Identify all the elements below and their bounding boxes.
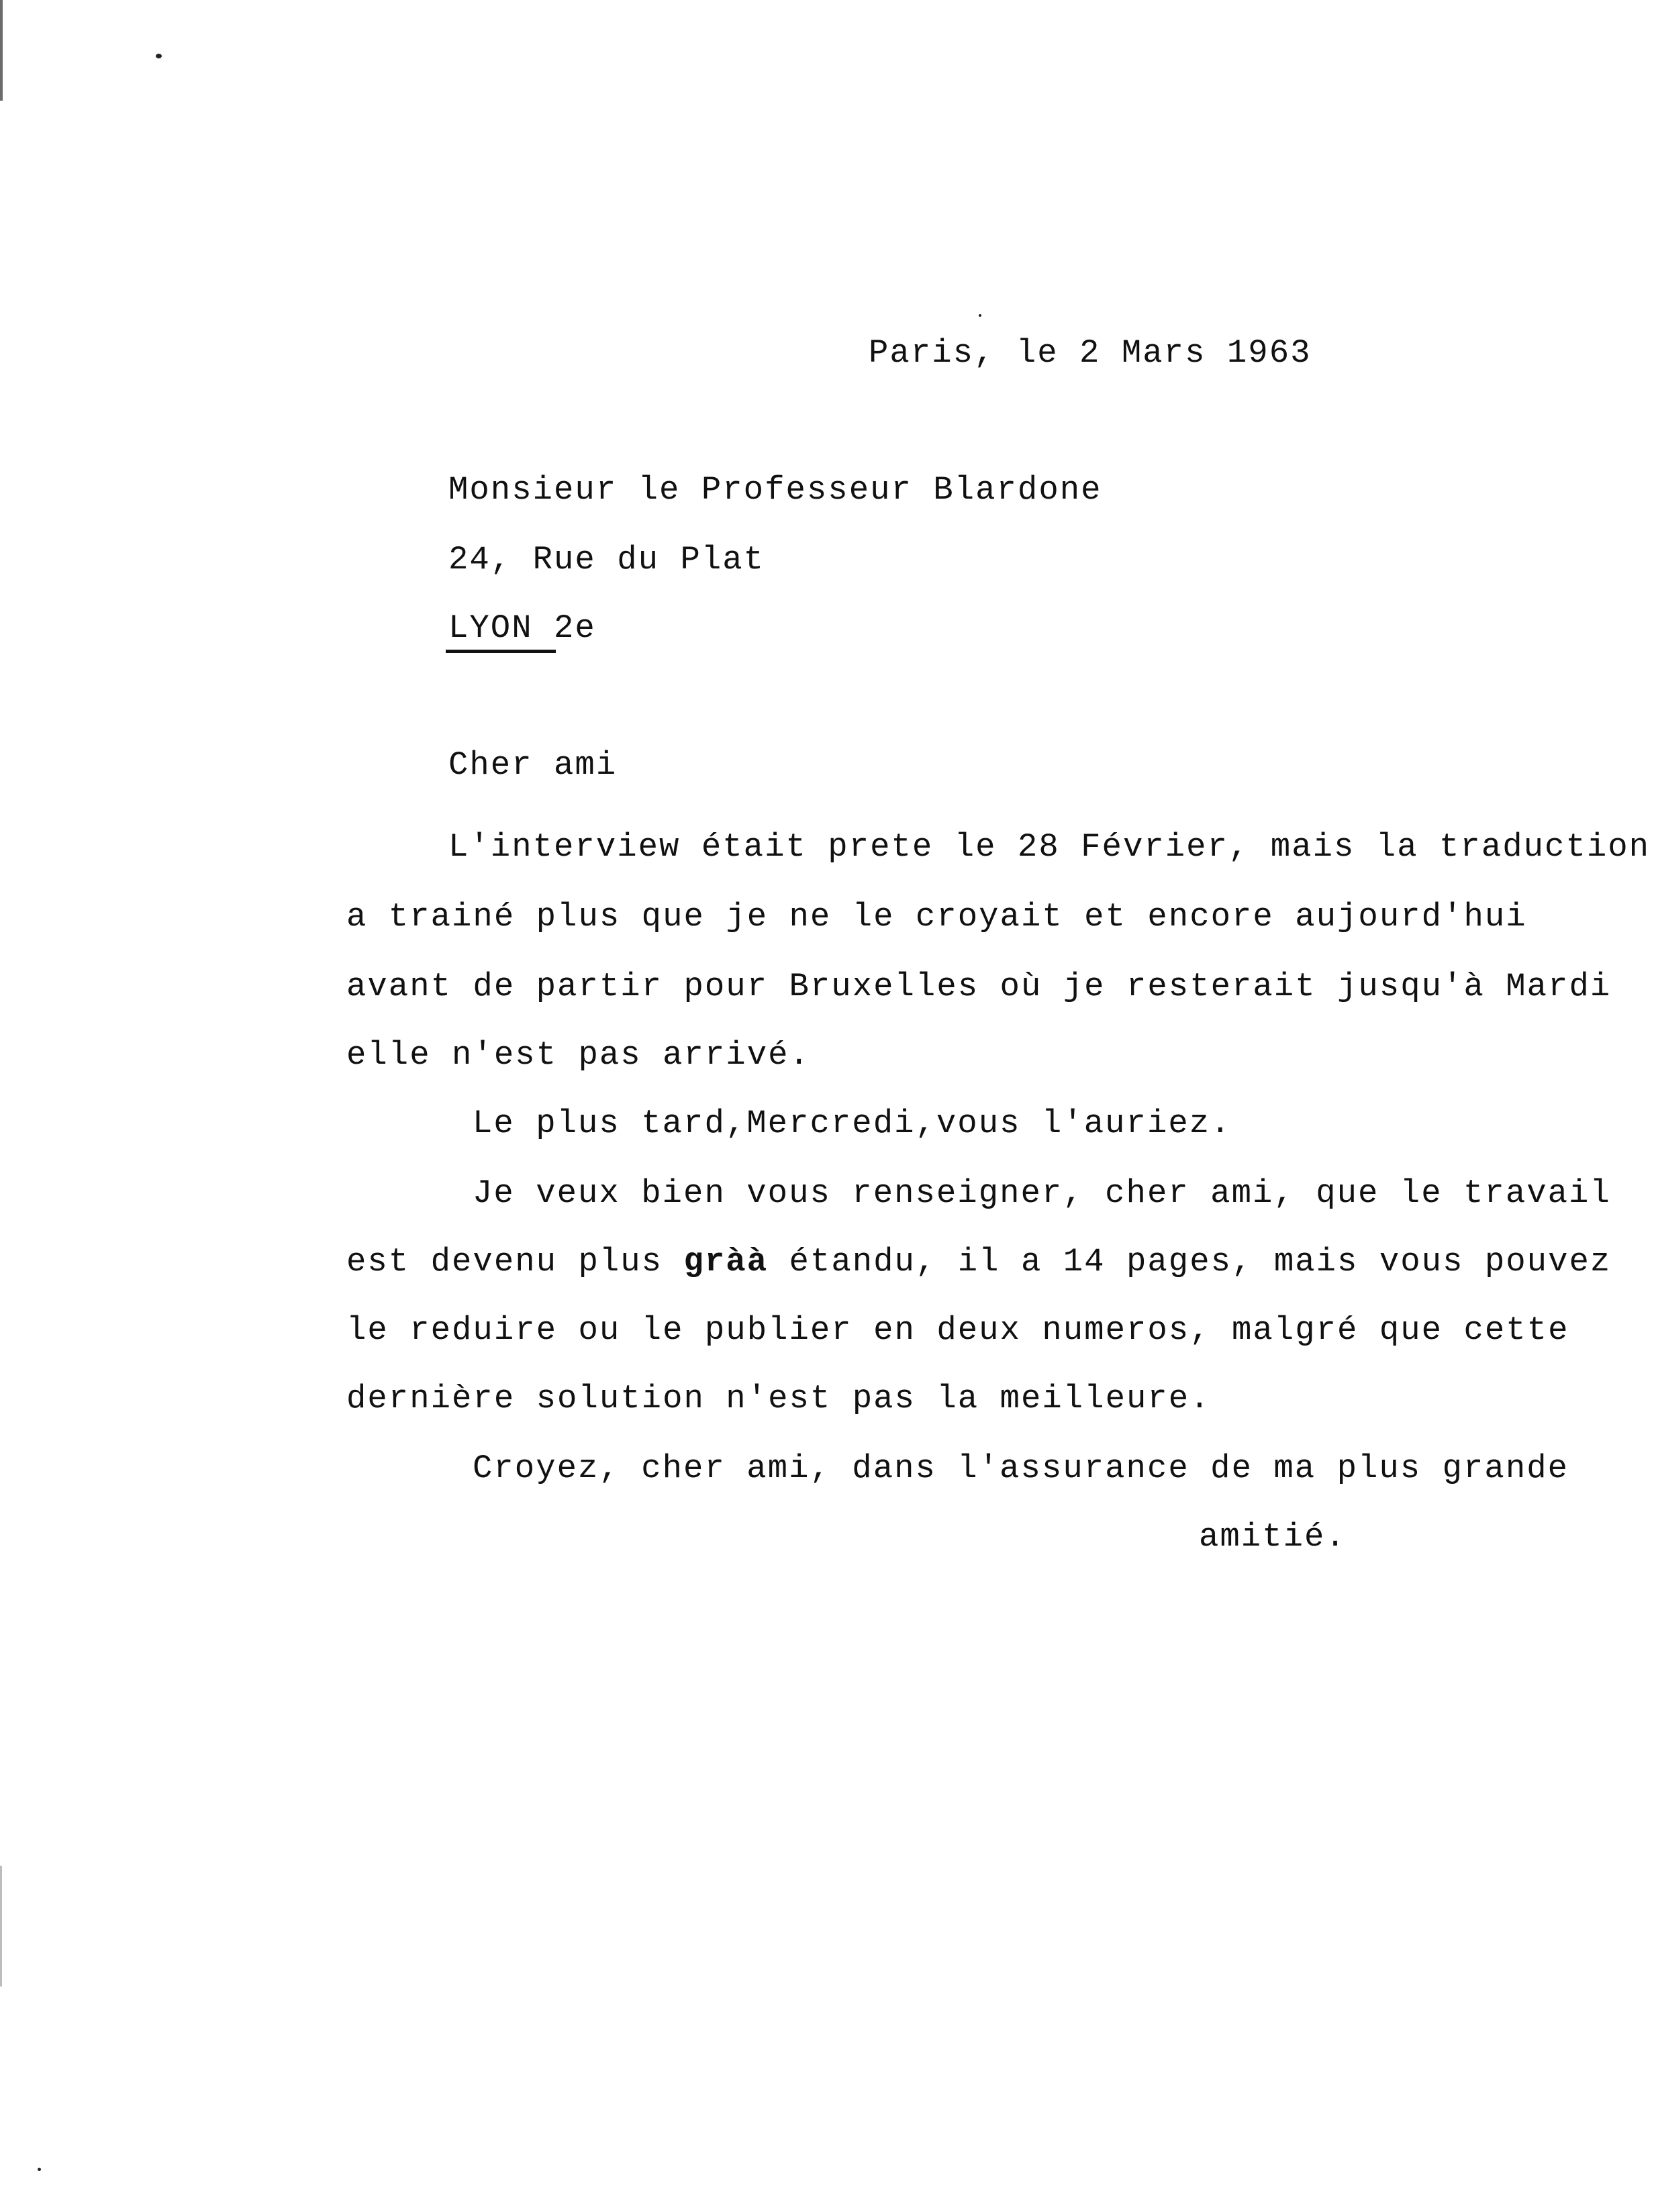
body-line-7: [346, 1242, 1611, 1282]
body-line-9: dernière solution n'est pas la meilleure.: [346, 1380, 1211, 1417]
body-line-7-start: est devenu plus: [346, 1243, 684, 1280]
ink-speck: [156, 54, 162, 58]
body-line-1: L'interview était prete le 28 Février, mais la traduction: [448, 828, 1651, 866]
body-line-4: elle n'est pas arrivé.: [346, 1036, 810, 1074]
body-line-2: a trainé plus que je ne le croyait et encore aujourd'hui: [346, 898, 1527, 936]
body-line-8: le reduire ou le publier en deux numeros, malgré que cette: [346, 1311, 1569, 1349]
recipient-name: Monsieur le Professeur Blardone: [448, 471, 1102, 509]
body-line-5: Le plus tard,Mercredi,vous l'auriez.: [473, 1105, 1232, 1142]
recipient-city: LYON: [448, 609, 533, 647]
ink-speck: [979, 314, 981, 317]
city-underline: [446, 650, 556, 653]
body-line-3: avant de partir pour Bruxelles où je resterait jusqu'à Mardi: [346, 968, 1612, 1005]
strikeover-text: gràà: [683, 1243, 769, 1280]
scan-edge-mark-lower: [0, 1866, 2, 1987]
closing-word: amitié.: [1199, 1518, 1347, 1556]
closing-line: Croyez, cher ami, dans l'assurance de ma plus grande: [473, 1450, 1569, 1487]
recipient-street: 24, Rue du Plat: [448, 541, 765, 579]
body-line-6: Je veux bien vous renseigner, cher ami, que le travail: [473, 1174, 1611, 1212]
dateline: Paris, le 2 Mars 1963: [869, 334, 1312, 372]
recipient-city-line: [448, 608, 596, 648]
scan-edge-mark: [0, 0, 3, 101]
ink-speck: [38, 2168, 41, 2171]
salutation: Cher ami: [448, 746, 618, 784]
body-line-7-end: étandu, il a 14 pages, mais vous pouvez: [789, 1243, 1612, 1280]
recipient-district: 2e: [532, 609, 596, 647]
